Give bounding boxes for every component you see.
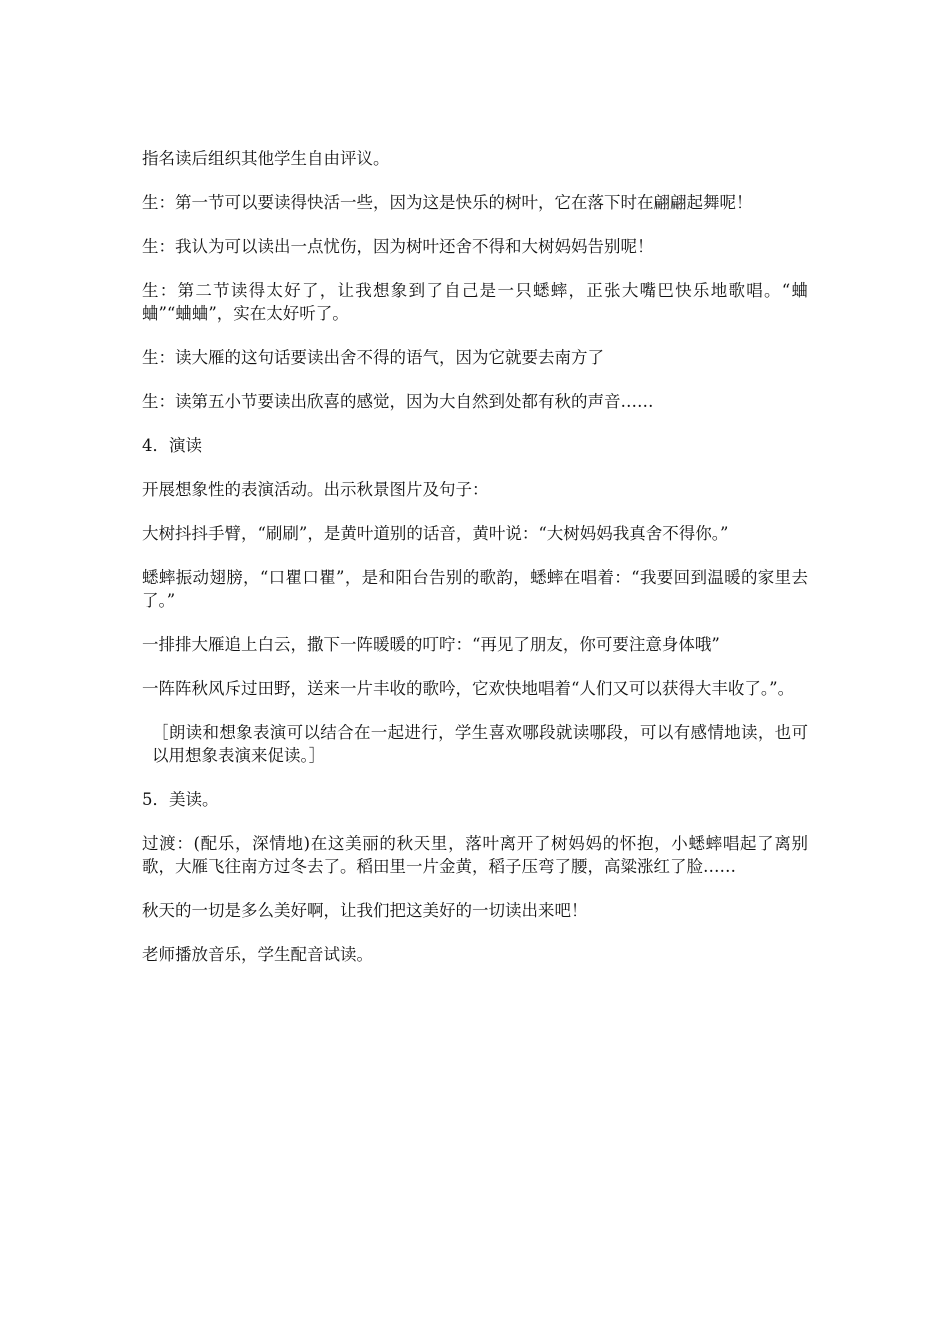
- paragraph-15: 过渡：(配乐，深情地)在这美丽的秋天里，落叶离开了树妈妈的怀抱，小蟋蟀唱起了离别歌，大雁飞往南方过冬去了。稻田里一片金黄，稻子压弯了腰，高粱涨红了脸……: [142, 834, 808, 876]
- paragraph-11: 一排排大雁追上白云，撒下一阵暖暖的叮咛：“再见了朋友，你可要注意身体哦”: [142, 635, 720, 654]
- paragraph-5: 生：读大雁的这句话要读出舍不得的语气，因为它就要去南方了: [142, 348, 604, 367]
- paragraph-3: 生：我认为可以读出一点忧伤，因为树叶还舍不得和大树妈妈告别呢！: [142, 237, 654, 256]
- document-body: [142, 147, 808, 987]
- paragraph-2: 生：第一节可以要读得快活一些，因为这是快乐的树叶，它在落下时在翩翩起舞呢！: [142, 193, 753, 212]
- section-heading-4: 4．演读: [142, 436, 202, 455]
- paragraph-10: 蟋蟀振动翅膀，“口瞿口瞿”，是和阳台告别的歌韵，蟋蟀在唱着：“我要回到温暖的家里去了。”: [142, 568, 808, 610]
- paragraph-16: 秋天的一切是多么美好啊，让我们把这美好的一切读出来吧！: [142, 901, 588, 920]
- paragraph-1: 指名读后组织其他学生自由评议。: [142, 149, 390, 168]
- paragraph-6: 生：读第五小节要读出欣喜的感觉，因为大自然到处都有秋的声音……: [142, 392, 654, 411]
- paragraph-8: 开展想象性的表演活动。出示秋景图片及句子：: [142, 480, 489, 499]
- teaching-note: ［朗读和想象表演可以结合在一起进行，学生喜欢哪段就读哪段，可以有感情地读，也可以用想象表演来促读。］: [152, 723, 808, 765]
- paragraph-4: 生：第二节读得太好了，让我想象到了自己是一只蟋蟀，正张大嘴巴快乐地歌唱。“蛐蛐”“蛐蛐”，实在太好听了。: [142, 281, 808, 323]
- paragraph-17: 老师播放音乐，学生配音试读。: [142, 945, 373, 964]
- paragraph-9: 大树抖抖手臂，“刷刷”，是黄叶道别的话音，黄叶说：“大树妈妈我真舍不得你。”: [142, 524, 729, 543]
- paragraph-12: 一阵阵秋风斥过田野，送来一片丰收的歌吟，它欢快地唱着“人们又可以获得大丰收了。”。: [142, 679, 795, 698]
- section-heading-5: 5．美读。: [142, 790, 219, 809]
